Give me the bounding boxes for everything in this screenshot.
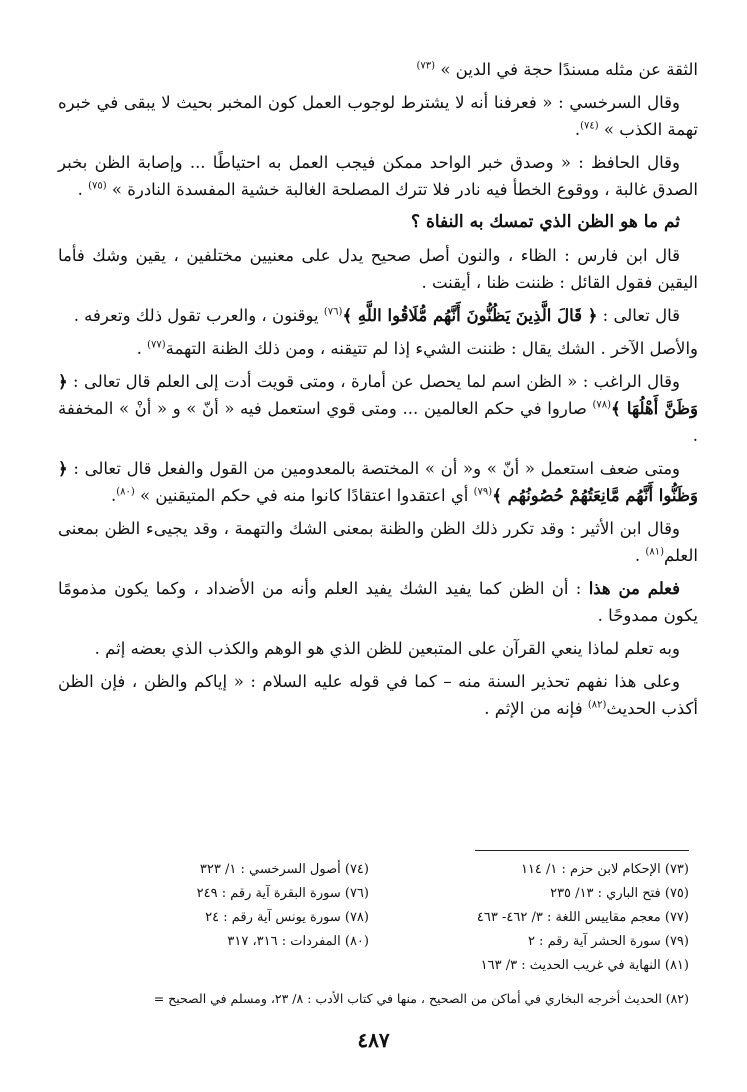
paragraph-hafiz	[58, 149, 698, 203]
paragraph-raghib	[58, 368, 698, 449]
page-number: ٤٨٧	[357, 1028, 390, 1052]
footnote-ref: (٨٠)	[116, 486, 135, 498]
footnote-ref: (٨١)	[645, 546, 664, 558]
paragraph-text: أي اعتقدوا اعتقادًا كانوا منه في حكم المتيقنين »	[134, 486, 474, 505]
paragraph-text: وقال الحافظ : « وصدق خبر الواحد ممكن فيجب العمل به احتياطًا ... وإصابة الظن بخبر الصدق غالبة ، ووقوع الخطأ فيه نادر فلا تترك المصلحة الغالبة خشية المفسدة النادرة »	[58, 153, 698, 199]
paragraph-text: وقال ابن الأثير : وقد تكرر ذلك الظن والظنة بمعنى الشك والتهمة ، وقد يجيىء الظن بمعنى العلم	[58, 519, 698, 565]
footnote: (٧٦) سورة البقرة آية رقم : ٢٤٩	[196, 886, 369, 901]
footnote-ref: (٧٥)	[88, 180, 107, 192]
bold-lead: فعلم من هذا	[588, 579, 681, 598]
footnote: (٧٩) سورة الحشر آية رقم : ٢	[527, 934, 689, 949]
paragraph-ibn-athir	[58, 515, 698, 569]
paragraph-quran-censure: وبه تعلم لماذا ينعي القرآن على المتبعين للظن الذي هو الوهم والكذب الذي بعضه إثم .	[94, 639, 680, 658]
paragraph-text: : أن الظن كما يفيد الشك يفيد العلم وأنه من الأضداد ، وكما يكون مذمومًا يكون ممدوحًا .	[58, 579, 698, 625]
footnote: (٨١) النهاية في غريب الحديث : ٣/ ١٦٣	[480, 958, 689, 973]
paragraph-tail: .	[77, 180, 89, 199]
paragraph-text: وقال السرخسي : « فعرفنا أنه لا يشترط لوجوب العمل كون المخبر بحيث لا يبقى في خبره تهمة الكذب »	[58, 93, 698, 139]
footnote-ref: (٧٦)	[323, 306, 343, 318]
paragraph-ibn-faris	[58, 242, 698, 296]
paragraph-text: الثقة عن مثله مسندًا حجة في الدين »	[435, 60, 698, 79]
paragraph-tail: .	[136, 339, 148, 358]
paragraph-conclusion	[58, 575, 698, 629]
footnote: (٧٥) فتح الباري : ١٣/ ٢٣٥	[550, 886, 689, 901]
footnote-ref: (٧٤)	[580, 120, 599, 132]
paragraph-tail: .	[110, 486, 117, 505]
paragraph-thiqa	[58, 56, 698, 83]
paragraph-tail: .	[574, 120, 581, 139]
paragraph-tail: فإنه من الإثم .	[484, 699, 588, 718]
paragraph-asl	[58, 335, 698, 362]
paragraph-text: قال تعالى :	[597, 306, 680, 325]
footnote-ref: (٨٢)	[587, 699, 607, 711]
paragraph-tail: يوقنون ، والعرب تقول ذلك وتعرفه .	[73, 306, 324, 325]
footnote: (٧٤) أصول السرخسي : ١/ ٣٢٣	[199, 862, 369, 877]
footnote-ref: (٧٣)	[416, 60, 436, 72]
footnote-ref: (٧٩)	[473, 486, 493, 498]
paragraph-verse-baqara	[58, 302, 698, 329]
paragraph-sarakhsi	[58, 89, 698, 143]
footnote-last: (٨٢) الحديث أخرجه البخاري في أماكن من الصحيح ، منها في كتاب الأدب : ٨/ ٢٣، ومسلم في الصحيح =	[153, 991, 689, 1006]
footnote-divider	[475, 850, 689, 851]
quran-verse: ﴿ وَظَنَّ أَهْلُهَا ﴾	[58, 372, 698, 418]
paragraph-text: والأصل الآخر . الشك يقال : ظننت الشيء إذا لم تتيقنه ، ومن ذلك الظنة التهمة	[165, 339, 698, 358]
footnote: (٧٧) معجم مقاييس اللغة : ٣/ ٤٦٢- ٤٦٣	[476, 910, 689, 925]
paragraph-text: ومتى ضعف استعمل « أنّ » و« أن » المختصة بالمعدومين من القول والفعل قال تعالى :	[67, 459, 680, 478]
footnote-empty	[69, 954, 369, 978]
footnote: (٨٠) المفردات : ٣١٦، ٣١٧	[227, 934, 369, 949]
paragraph-tail: صاروا في حكم العالمين ... ومتى قوي استعمل فيه « أنّ » و « أنْ » المخففة .	[58, 399, 698, 445]
footnotes	[69, 858, 689, 978]
quran-verse: ﴿ وَظَنُّوا أَنَّهُم مَّانِعَتُهُمْ حُصُونُهُم ﴾	[58, 459, 698, 505]
quran-verse: ﴿ قَالَ الَّذِينَ يَظُنُّونَ أَنَّهُم مُّلَاقُوا اللَّهِ ﴾	[342, 306, 598, 325]
paragraph-weak	[58, 455, 698, 509]
paragraph-text: وعلى هذا نفهم تحذير السنة منه – كما في قوله عليه السلام : « إياكم والظن ، فإن الظن أكذب الحديث	[58, 672, 698, 718]
footnote: (٧٣) الإحكام لابن حزم : ١/ ١١٤	[520, 862, 689, 877]
section-heading: ثم ما هو الظن الذي تمسك به النفاة ؟	[411, 212, 680, 232]
paragraph-text: قال ابن فارس : الظاء ، والنون أصل صحيح يدل على معنيين مختلفين ، يقين وشك فأما اليقين فقول القائل : ظننت ظنا ، أيقنت .	[58, 246, 698, 292]
paragraph-hadith	[58, 668, 698, 722]
footnote-ref: (٧٧)	[147, 339, 166, 351]
paragraph-text: وقال الراغب : « الظن اسم لما يحصل عن أمارة ، ومتى قويت أدت إلى العلم قال تعالى :	[67, 372, 680, 391]
footnote: (٧٨) سورة يونس آية رقم : ٢٤	[205, 910, 369, 925]
page-body	[58, 56, 698, 728]
footnote-ref: (٧٨)	[592, 399, 612, 411]
paragraph-tail: .	[634, 546, 646, 565]
